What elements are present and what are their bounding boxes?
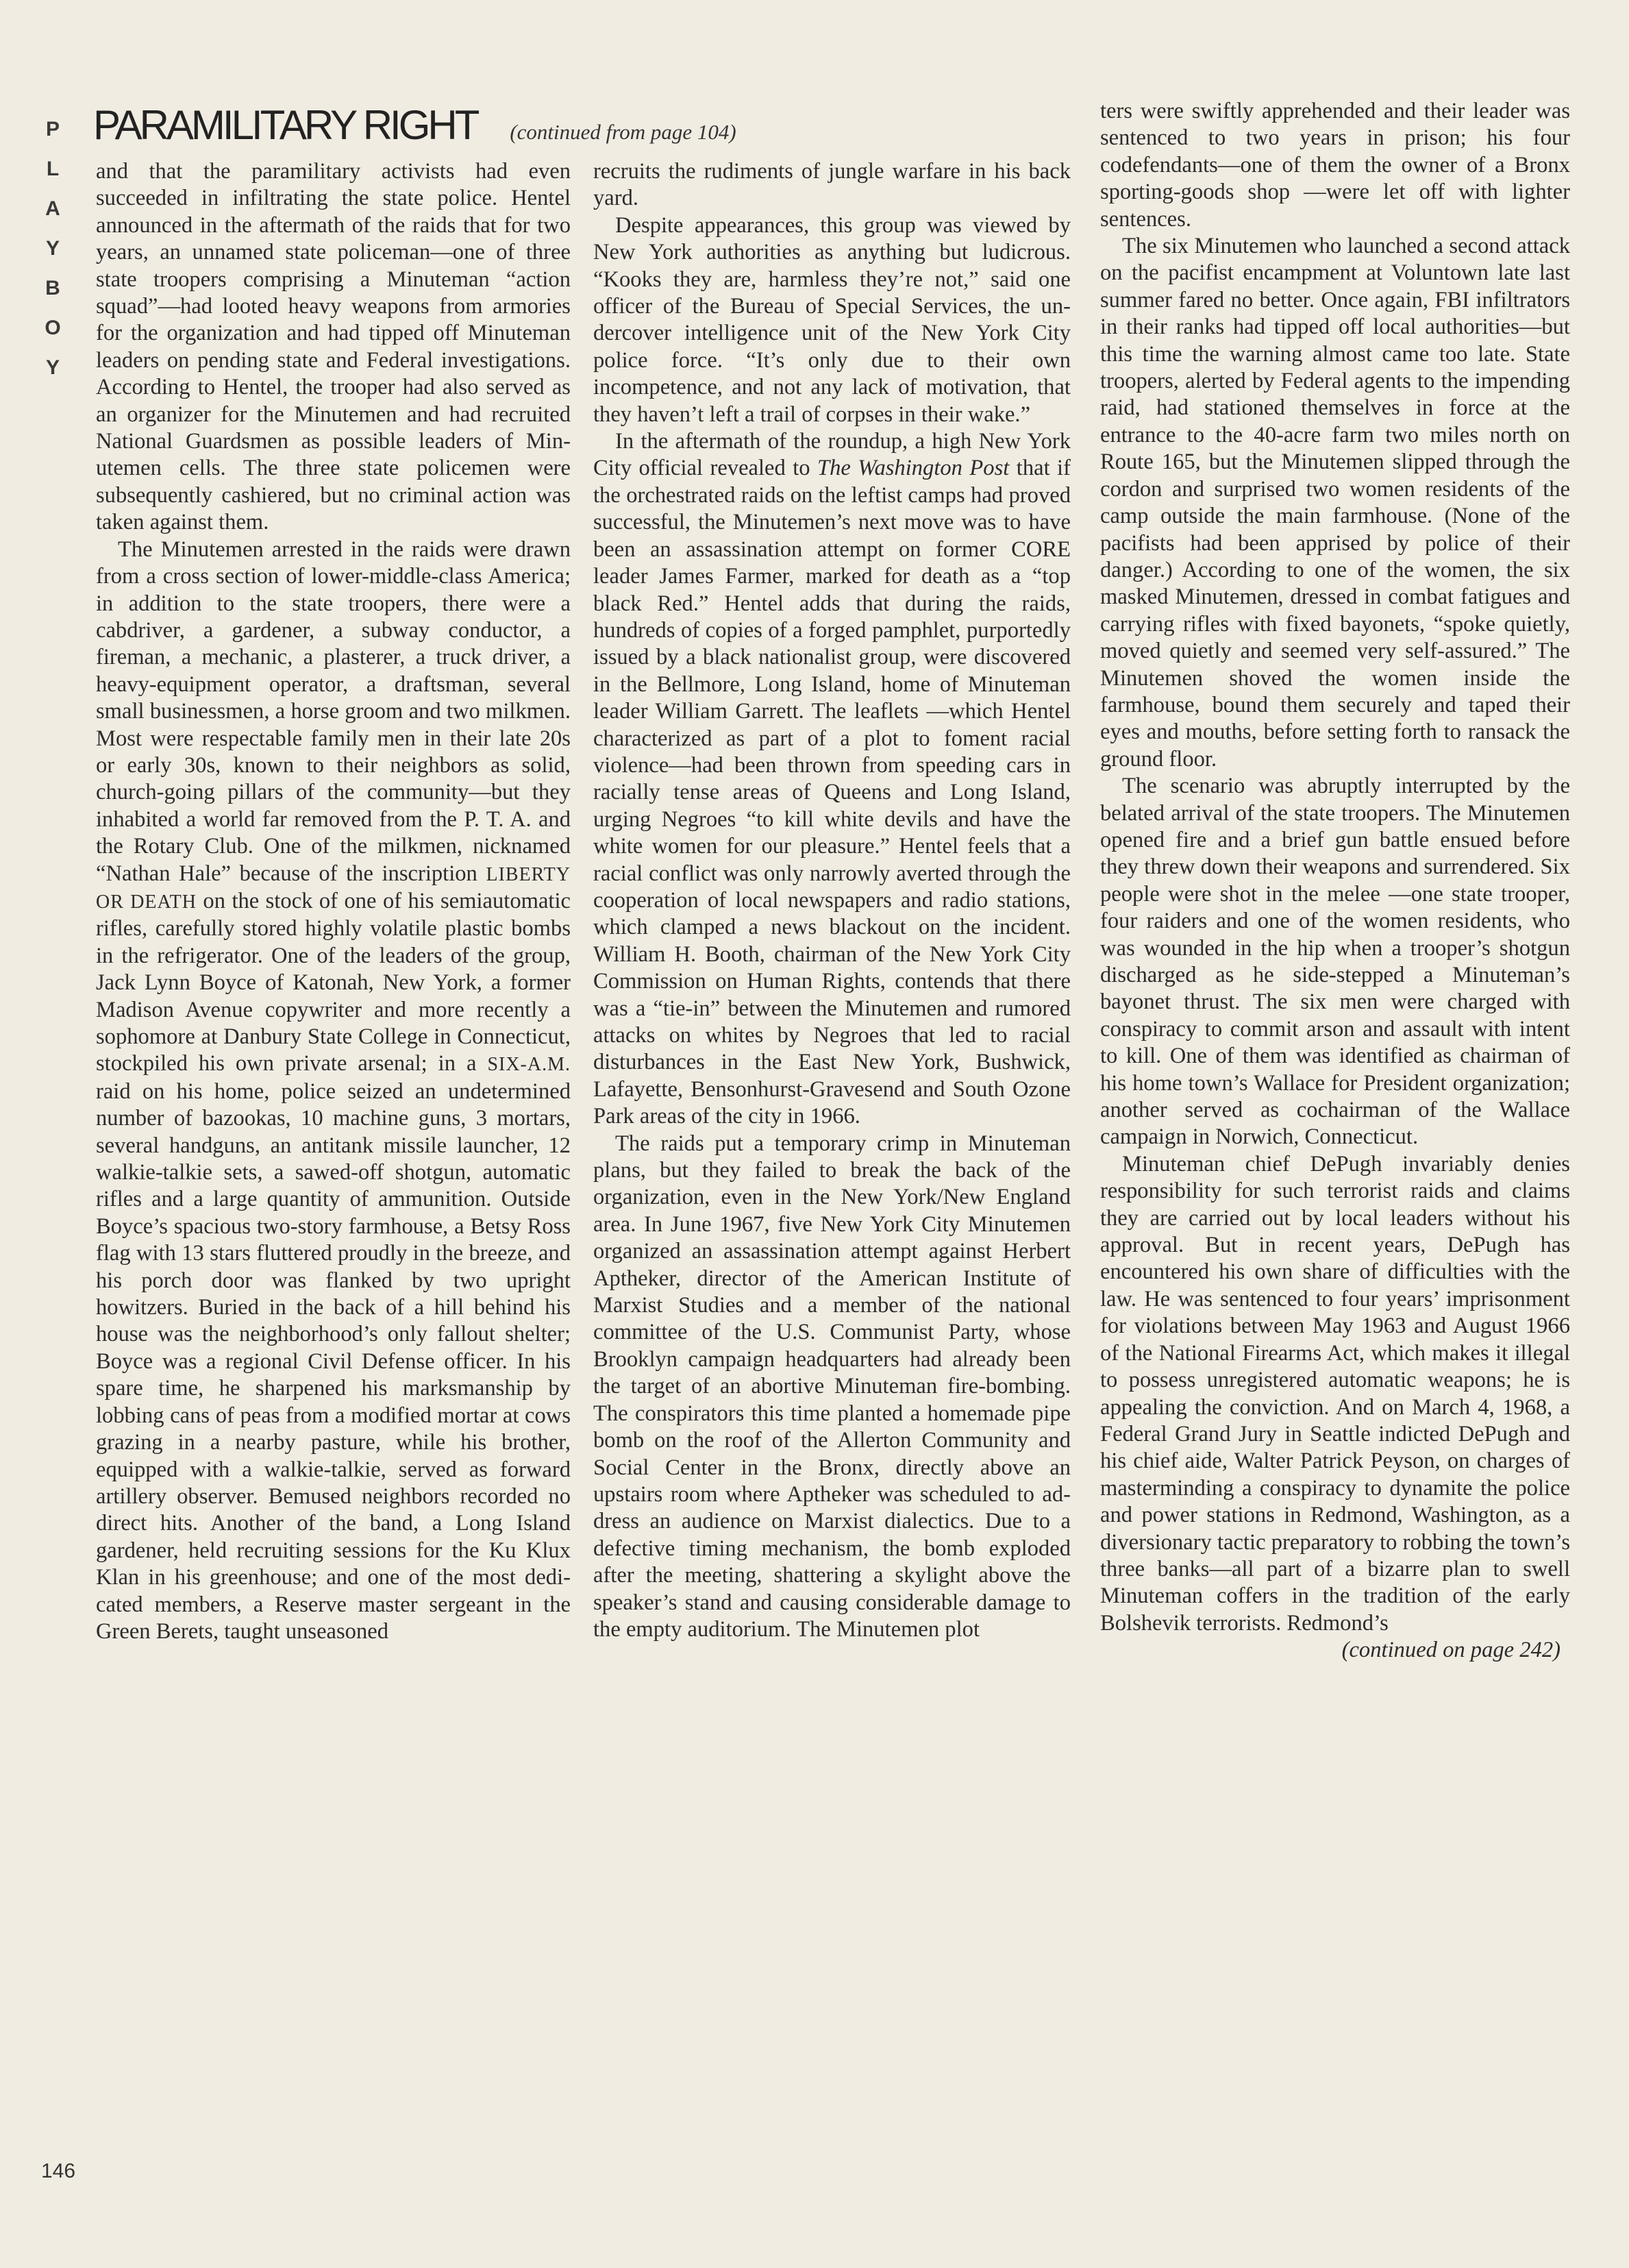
text-column-3 [1100,98,1570,1664]
article-header [93,101,736,149]
paragraph: In the aftermath of the roundup, a high New York City official revealed to The Washington Post that if the orchestrated raids on the leftist camps had proved successful, the Minutemen’s next move was to have been an assassination attempt on former CORE leader James Farmer, marked for death as a “top black Red.” Hentel adds that during the raids, hundreds of copies of a forged pamphlet, purportedly issued by a black nationalist group, were discovered in the Bellmore, Long Island, home of Minuteman leader William Garrett. The leaflets —which Hentel characterized as part of a plot to foment racial violence—had been thrown from speeding cars in racially tense areas of Queens and Long Island, urging Negroes “to kill white devils and have the white women for our pleasure.” Hentel feels that a racial conflict was only narrowly averted through the cooperation of local newspapers and radio stations, which clamped a news blackout on the incident. William H. Booth, chairman of the New York City Commission on Human Rights, contends that there was a “tie-in” between the Minutemen and rumored attacks on whites by Negroes that led to racial disturbances in the East New York, Bushwick, Lafayette, Bensonhurst-Gravesend and South Ozone Park areas of the city in 1966. [593,429,1071,1129]
continued-on-note: (continued on page 242) [1341,1638,1560,1663]
paragraph: and that the paramilitary activists had even succeeded in infiltrating the state police. Hentel announced in the aftermath of the raids that for two years, an unnamed state policeman—one of three state troopers comprising a Minuteman “action squad”—had looted heavy weapons from armories for the organization and had tipped off Minuteman leaders on pending state and Federal investigations. According to Hentel, the trooper had also served as an organizer for the Minutemen and had recruited National Guardsmen as possible leaders of Minutemen cells. The three state policemen were subsequently cashiered, but no criminal action was taken against them. [96,159,571,535]
paragraph: The raids put a temporary crimp in Minuteman plans, but they failed to break the back of the organization, even in the New York/New England area. In June 1967, five New York City Minutemen organized an assassination attempt against Herbert Aptheker, director of the American Institute of Marxist Studies and a member of the national committee of the U.S. Communist Party, whose Brooklyn campaign headquarters had already been the target of an abortive Minuteman fire-bombing. The conspirators this time planted a homemade pipe bomb on the roof of the Allerton Community and Social Center in the Bronx, directly above an upstairs room where Aptheker was scheduled to address an audience on Marxist dialectics. Due to a defective timing mechanism, the bomb exploded after the meeting, shattering a skylight above the speaker’s stand and causing considerable damage to the empty auditorium. The Minutemen plot [593,1131,1071,1642]
paragraph: The scenario was abruptly interrupted by the belated arrival of the state troopers. The Minutemen opened fire and a brief gun battle ensued before they threw down their weapons and surrendered. Six people were shot in the melee —one state trooper, four raiders and one of the women residents, who was wounded in the hip when a trooper’s shotgun discharged as he side-stepped a Minuteman’s bayonet thrust. The six men were charged with conspiracy to commit arson and assault with intent to kill. One of them was identified as chairman of his home town’s Wallace for President organization; another served as cochairman of the Wallace campaign in Norwich, Connecticut. [1100,774,1570,1150]
paragraph: Despite appearances, this group was viewed by New York authorities as anything but ludicrous. “Kooks they are, harmless they’re not,” said one officer of the Bureau of Special Services, the undercover intelligence unit of the New York City police force. “It’s only due to their own incompetence, and not any lack of motivation, that they haven’t left a trail of corpses in their wake.” [593,212,1071,427]
text-column-1 [96,158,571,1645]
vertical-magazine-name: P L A Y B O Y [45,118,61,379]
paragraph: recruits the rudiments of jungle warfare in his back yard. [593,159,1071,211]
rifle-inscription: LIBERTY OR DEATH [96,863,571,913]
page-number: 146 [41,2160,76,2182]
paragraph: The Minutemen arrested in the raids were drawn from a cross section of lower-middle-class America; in addition to the state troopers, there were a cabdriver, a gardener, a subway conductor, a fireman, a mechanic, a plasterer, a truck driver, a heavy-equipment operator, a draftsman, several small businessmen, a horse groom and two milkmen. Most were respectable family men in their late 20s or early 30s, known to their neighbors as solid, church-going pillars of the community—but they inhabited a world far removed from the P. T. A. and the Rotary Club. One of the milkmen, nicknamed “Nathan Hale” because of the inscription LIBERTY OR DEATH on the stock of one of his semiautomatic rifles, carefully stored highly volatile plastic bombs in the refrigerator. One of the leaders of the group, Jack Lynn Boyce of Katonah, New York, a former Madison Avenue copywriter and more recently a sophomore at Danbury State College in Connecticut, stockpiled his own private arsenal; in a SIX-A.M. raid on his home, police seized an undetermined number of bazookas, 10 machine guns, 3 mortars, several handguns, an antitank missile launcher, 12 walkie-talkie sets, a sawed-off shotgun, automatic rifles and a large quantity of ammunition. Outside Boyce’s spacious two-story farmhouse, a Betsy Ross flag with 13 stars fluttered proudly in the breeze, and his porch door was flanked by two upright howitzers. Buried in the back of a hill behind his house was the neighborhood’s only fallout shelter; Boyce was a regional Civil Defense officer. In his spare time, he sharpened his marksmanship by lobbing cans of peas from a modified mortar at cows grazing in a nearby pasture, while his brother, equipped with a walkie-talkie, served as forward artillery observer. Bemused neighbors recorded no direct hits. Another of the band, a Long Island gardener, held recruiting sessions for the Ku Klux Klan in his greenhouse; and one of the most dedicated members, a Reserve master sergeant in the Green Berets, taught unseasoned [96,537,571,1644]
paragraph: The six Minutemen who launched a second attack on the pacifist encampment at Voluntown late last summer fared no better. Once again, FBI infiltrators in their ranks had tipped off local authorities—but this time the warning almost came too late. State troopers, alerted by Federal agents to the impending raid, had stationed themselves in force at the entrance to the 40-acre farm two miles north on Route 165, but the Minutemen slipped through the cordon and surprised two women residents of the camp outside the main farmhouse. (None of the pacifists had been apprised by police of their danger.) According to one of the women, the six masked Minutemen, dressed in combat fatigues and carrying rifles with fixed bayonets, “spoke quietly, moved quietly and seemed very self-assured.” The Minutemen shoved the women inside the farmhouse, bound them securely and taped their eyes and mouths, before setting forth to ransack the ground floor. [1100,234,1570,772]
paragraph: ters were swiftly apprehended and their leader was sentenced to two years in prison; his four codefendants—one of them the owner of a Bronx sporting-goods shop —were let off with lighter sentences. [1100,99,1570,232]
continued-from-note: (continued from page 104) [510,120,736,144]
newspaper-name: The Washington Post [817,456,1010,481]
paragraph: Minuteman chief DePugh invariably denies responsibility for such terrorist raids and claims they are carried out by local leaders without his approval. But in recent years, DePugh has encountered his own share of difficulties with the law. He was sentenced to four years’ imprisonment for violations between May 1963 and August 1966 of the National Firearms Act, which makes it illegal to possess unregistered automatic weapons; he is appealing the conviction. And on March 4, 1968, a Federal Grand Jury in Seattle indicted DePugh and his chief aide, Walter Patrick Peyson, on charges of masterminding a conspiracy to dynamite the police and power stations in Redmond, Washington, as a diversionary tactic preparatory to robbing the town’s three banks—all part of a bizarre plan to swell Minuteman coffers in the tradition of the early Bolshevik terrorists. Redmond’s [1100,1151,1570,1636]
article-title: PARAMILITARY RIGHT [93,102,477,148]
raid-time: SIX-A.M. [487,1054,571,1076]
text-column-2 [593,158,1071,1643]
